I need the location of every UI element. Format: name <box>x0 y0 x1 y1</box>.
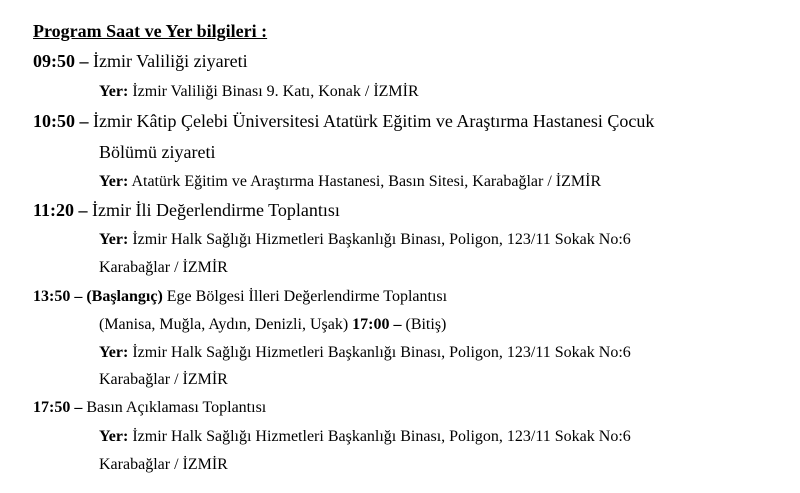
item-3-heading <box>33 201 340 219</box>
item-5-venue-text-line1: İzmir Halk Sağlığı Hizmetleri Başkanlığı Binası, Poligon, 123/11 Sokak No:6 <box>132 428 631 445</box>
item-5-time: 17:50 <box>33 399 71 416</box>
item-3-venue <box>99 232 631 248</box>
item-4-venue-text-line2: Karabağlar / İZMİR <box>99 371 228 388</box>
item-4-end-label: (Bitiş) <box>405 316 447 333</box>
item-1-venue <box>99 84 419 100</box>
item-4-venue <box>99 345 631 361</box>
item-4-heading <box>33 289 447 305</box>
item-4-event: Ege Bölgesi İlleri Değerlendirme Toplantısı <box>166 288 448 305</box>
item-3-dash: – <box>78 200 88 220</box>
item-2-venue-label: Yer: <box>99 173 129 190</box>
item-4-venue-label: Yer: <box>99 344 129 361</box>
item-2-venue <box>99 174 601 190</box>
item-4-event-line2-row <box>99 317 446 333</box>
item-2-event-line2: Bölümü ziyareti <box>99 142 216 162</box>
program-title: Program Saat ve Yer bilgileri : <box>33 21 268 41</box>
item-2-time: 10:50 <box>33 111 75 131</box>
item-4-end-dash: – <box>393 316 402 333</box>
item-3-venue-label: Yer: <box>99 231 129 248</box>
item-1-time: 09:50 <box>33 51 75 71</box>
item-4-start-label: (Başlangıç) <box>86 288 163 305</box>
item-1-venue-label: Yer: <box>99 83 129 100</box>
item-3-event: İzmir İli Değerlendirme Toplantısı <box>92 200 340 220</box>
item-4-dash: – <box>74 288 83 305</box>
item-5-dash: – <box>74 399 83 416</box>
item-5-venue <box>99 429 631 445</box>
item-1-venue-text: İzmir Valiliği Binası 9. Katı, Konak / İZMİR <box>132 83 419 100</box>
item-1-heading <box>33 52 248 70</box>
item-4-end-time: 17:00 <box>352 316 390 333</box>
item-4-venue-text-line1: İzmir Halk Sağlığı Hizmetleri Başkanlığı Binası, Poligon, 123/11 Sokak No:6 <box>132 344 631 361</box>
item-5-venue-label: Yer: <box>99 428 129 445</box>
item-1-event: İzmir Valiliği ziyareti <box>93 51 248 71</box>
item-3-time: 11:20 <box>33 200 75 220</box>
item-2-venue-text: Atatürk Eğitim ve Araştırma Hastanesi, Basın Sitesi, Karabağlar / İZMİR <box>131 173 602 190</box>
item-5-heading <box>33 400 266 416</box>
item-2-event-line1: İzmir Kâtip Çelebi Üniversitesi Atatürk Eğitim ve Araştırma Hastanesi Çocuk <box>93 111 655 131</box>
item-4-event-line2: (Manisa, Muğla, Aydın, Denizli, Uşak) <box>99 316 349 333</box>
item-4-time: 13:50 <box>33 288 71 305</box>
item-3-venue-text-line2: Karabağlar / İZMİR <box>99 259 228 276</box>
item-5-event: Basın Açıklaması Toplantısı <box>86 399 267 416</box>
item-3-venue-text-line1: İzmir Halk Sağlığı Hizmetleri Başkanlığı Binası, Poligon, 123/11 Sokak No:6 <box>132 231 631 248</box>
item-1-dash: – <box>79 51 89 71</box>
item-2-dash: – <box>79 111 89 131</box>
item-2-heading <box>33 112 654 130</box>
item-5-venue-text-line2: Karabağlar / İZMİR <box>99 456 228 473</box>
